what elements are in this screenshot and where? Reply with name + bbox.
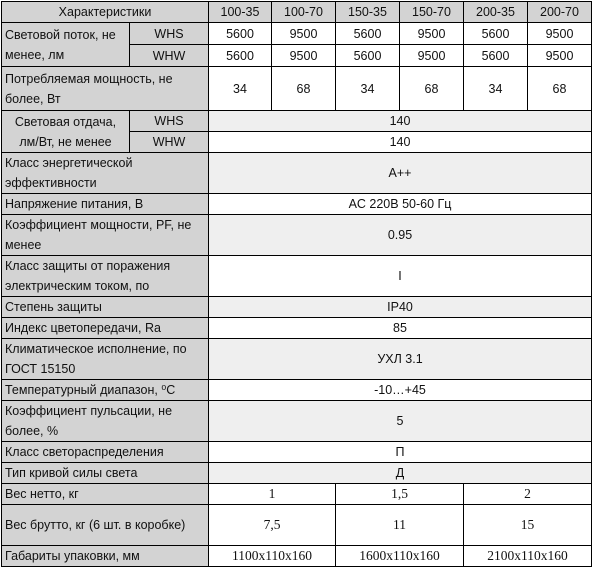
value-cell: 140	[209, 132, 592, 153]
table-row	[2, 67, 592, 111]
value-cell: 68	[528, 67, 592, 111]
row-label: Коэффициент пульсации, не более, %	[2, 401, 209, 442]
type-cell: WHS	[130, 111, 209, 132]
type-cell: WHS	[130, 23, 209, 45]
header-characteristics: Характеристики	[2, 2, 209, 23]
value-cell: 9500	[272, 45, 336, 67]
table-row	[2, 484, 592, 505]
header-model: 100-35	[209, 2, 272, 23]
header-model: 150-35	[336, 2, 400, 23]
value-cell: 34	[464, 67, 528, 111]
table-row	[2, 442, 592, 463]
weight-gross-label: Вес брутто, кг (6 шт. в коробке)	[2, 505, 209, 546]
power-label: Потребляемая мощность, не более, Вт	[2, 67, 209, 111]
value-cell: 9500	[528, 45, 592, 67]
value-cell: 1	[209, 484, 336, 505]
value-cell: 1100х110х160	[209, 546, 336, 567]
table-row	[2, 194, 592, 215]
table-row	[2, 215, 592, 256]
value-cell: 2100х110х160	[464, 546, 592, 567]
value-cell: 34	[336, 67, 400, 111]
value-cell: 5600	[464, 23, 528, 45]
table-row	[2, 401, 592, 442]
table-row	[2, 318, 592, 339]
table-row	[2, 505, 592, 546]
table-row	[2, 153, 592, 194]
value-cell: -10…+45	[209, 380, 592, 401]
value-cell: 68	[272, 67, 336, 111]
value-cell: П	[209, 442, 592, 463]
type-cell: WHW	[130, 45, 209, 67]
value-cell: 5600	[209, 23, 272, 45]
value-cell: 9500	[400, 45, 464, 67]
type-cell: WHW	[130, 132, 209, 153]
table-row	[2, 380, 592, 401]
header-row	[2, 2, 592, 23]
value-cell: 2	[464, 484, 592, 505]
value-cell: IP40	[209, 297, 592, 318]
efficacy-label: Световая отдача, лм/Вт, не менее	[2, 111, 130, 153]
value-cell: I	[209, 256, 592, 297]
row-label: Класс светораспределения	[2, 442, 209, 463]
value-cell: Д	[209, 463, 592, 484]
value-cell: 68	[400, 67, 464, 111]
value-cell: 0.95	[209, 215, 592, 256]
row-label: Индекс цветопередачи, Ra	[2, 318, 209, 339]
row-label: Степень защиты	[2, 297, 209, 318]
table-row	[2, 339, 592, 380]
spec-table	[1, 1, 592, 567]
value-cell: 5600	[336, 23, 400, 45]
package-label: Габариты упаковки, мм	[2, 546, 209, 567]
value-cell: 1600х110х160	[336, 546, 464, 567]
value-cell: 5600	[209, 45, 272, 67]
value-cell: AC 220В 50-60 Гц	[209, 194, 592, 215]
weight-net-label: Вес нетто, кг	[2, 484, 209, 505]
table-row	[2, 23, 592, 45]
table-row	[2, 256, 592, 297]
value-cell: 34	[209, 67, 272, 111]
row-label: Напряжение питания, В	[2, 194, 209, 215]
luminous-flux-label: Световой поток, не менее, лм	[2, 23, 130, 67]
row-label: Класс энергетической эффективности	[2, 153, 209, 194]
value-cell: 5	[209, 401, 592, 442]
value-cell: 140	[209, 111, 592, 132]
header-model: 200-70	[528, 2, 592, 23]
row-label: Класс защиты от поражения электрическим током, по	[2, 256, 209, 297]
table-row	[2, 111, 592, 132]
value-cell: 5600	[464, 45, 528, 67]
value-cell: 1,5	[336, 484, 464, 505]
value-cell: 11	[336, 505, 464, 546]
value-cell: 9500	[272, 23, 336, 45]
value-cell: 5600	[336, 45, 400, 67]
row-label: Климатическое исполнение, по ГОСТ 15150	[2, 339, 209, 380]
value-cell: A++	[209, 153, 592, 194]
value-cell: 15	[464, 505, 592, 546]
value-cell: 7,5	[209, 505, 336, 546]
table-row	[2, 546, 592, 567]
row-label: Тип кривой силы света	[2, 463, 209, 484]
row-label: Коэффициент мощности, PF, не менее	[2, 215, 209, 256]
value-cell: УХЛ 3.1	[209, 339, 592, 380]
header-model: 150-70	[400, 2, 464, 23]
header-model: 100-70	[272, 2, 336, 23]
value-cell: 9500	[528, 23, 592, 45]
value-cell: 85	[209, 318, 592, 339]
value-cell: 9500	[400, 23, 464, 45]
row-label: Температурный диапазон, ⁰С	[2, 380, 209, 401]
header-model: 200-35	[464, 2, 528, 23]
table-row	[2, 463, 592, 484]
table-row	[2, 297, 592, 318]
